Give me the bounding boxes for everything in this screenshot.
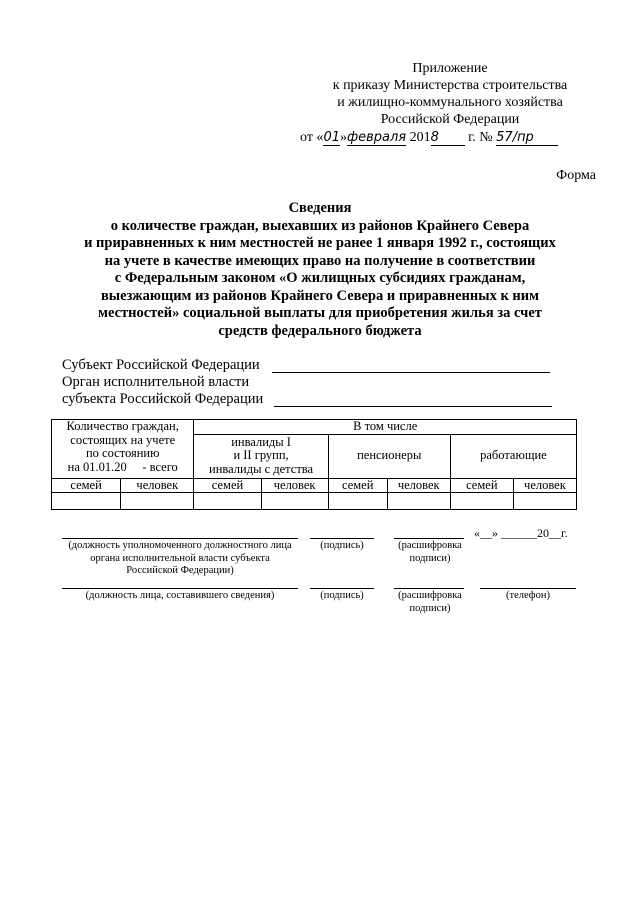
subcol-people: человек — [121, 478, 194, 493]
title-line: на учете в качестве имеющих право на получение в соответствии — [104, 252, 536, 269]
order-date-number — [300, 130, 600, 146]
decoding-line[interactable] — [394, 538, 464, 539]
year-digit: 8 — [431, 130, 465, 146]
date-template: «__» ______20__г. — [474, 526, 568, 540]
title-line: средств федерального бюджета — [218, 322, 422, 339]
data-cell[interactable] — [261, 493, 328, 510]
data-cell[interactable] — [52, 493, 121, 510]
header-count-line: по состоянию — [85, 446, 160, 460]
organ-label-2: субъекта Российской Федерации — [62, 391, 264, 407]
disabled-line: инвалиды I — [231, 434, 291, 449]
header-count — [52, 420, 194, 479]
year-prefix: 201 — [409, 130, 431, 145]
organ-input-line[interactable] — [274, 406, 552, 407]
position-caption-line: Российской Федерации) — [126, 565, 234, 576]
subcol-people: человек — [513, 478, 576, 493]
order-number: 57/пр — [496, 130, 558, 146]
number-label: г. № — [468, 130, 493, 145]
position-caption-line: органа исполнительной власти субъекта — [90, 552, 270, 564]
subcol-families: семей — [450, 478, 513, 493]
subject-label: Субъект Российской Федерации — [62, 357, 260, 373]
signature-caption: (подпись) — [320, 540, 364, 551]
subcol-families: семей — [328, 478, 387, 493]
compiler-position-caption: (должность лица, составившего сведения) — [85, 590, 275, 601]
decoding-caption — [390, 540, 470, 565]
header-count-line: на 01.01.20 - всего — [67, 459, 178, 474]
decoding-caption-line: (расшифровка — [398, 540, 462, 551]
decoding-caption-line: (расшифровка — [398, 590, 462, 601]
phone-line[interactable] — [480, 588, 576, 589]
position-caption-line: (должность уполномоченного должностного лица — [68, 540, 292, 551]
appendix-block — [300, 60, 600, 128]
from-prefix: от « — [300, 130, 324, 145]
header-pensioners: пенсионеры — [328, 434, 450, 478]
appendix-line-1: к приказу Министерства строительства — [332, 78, 568, 93]
position-caption — [56, 540, 304, 578]
compiler-decoding-line[interactable] — [394, 588, 464, 589]
compiler-position-line[interactable] — [62, 588, 298, 589]
disabled-line: инвалиды с детства — [209, 461, 314, 476]
appendix-title: Приложение — [412, 61, 488, 76]
data-cell[interactable] — [513, 493, 576, 510]
subcol-people: человек — [261, 478, 328, 493]
document-title — [40, 200, 600, 340]
header-working: работающие — [450, 434, 576, 478]
decoding-caption-line: подписи) — [409, 602, 451, 614]
header-including: В том числе — [194, 420, 577, 435]
subject-input-line[interactable] — [272, 372, 550, 373]
compiler-decoding-caption — [390, 590, 470, 615]
data-cell[interactable] — [194, 493, 261, 510]
order-day: 01 — [323, 130, 340, 145]
title-line: выезжающим из районов Крайнего Севера и приравненных к ним — [100, 287, 540, 304]
order-month: февраля — [346, 130, 407, 145]
title-line: и приравненных к ним местностей не ранее 1 января 1992 г., состоящих — [84, 235, 556, 251]
form-label: Форма — [556, 168, 596, 183]
data-cell[interactable] — [450, 493, 513, 510]
title-heading: Сведения — [288, 200, 352, 216]
data-table — [51, 419, 577, 510]
header-count-line: Количество граждан, — [66, 419, 179, 433]
header-count-line: состоящих на учете — [70, 432, 176, 447]
position-line[interactable] — [62, 538, 298, 539]
data-cell[interactable] — [121, 493, 194, 510]
appendix-line-2: и жилищно-коммунального хозяйства — [337, 95, 563, 110]
title-line: о количестве граждан, выехавших из районов Крайнего Севера — [110, 217, 530, 234]
header-disabled — [194, 434, 328, 478]
day-close-quote: » — [339, 130, 347, 145]
decoding-caption-line: подписи) — [409, 552, 451, 564]
data-cell[interactable] — [328, 493, 387, 510]
compiler-signature-line[interactable] — [310, 588, 374, 589]
disabled-line: и II групп, — [233, 448, 289, 463]
subcol-families: семей — [194, 478, 261, 493]
subcol-families: семей — [52, 478, 121, 493]
subcol-people: человек — [387, 478, 450, 493]
title-line: с Федеральным законом «О жилищных субсидиях гражданам, — [114, 270, 526, 286]
appendix-line-3: Российской Федерации — [380, 112, 520, 127]
compiler-signature-caption: (подпись) — [320, 590, 364, 601]
data-cell[interactable] — [387, 493, 450, 510]
phone-caption: (телефон) — [506, 590, 550, 601]
title-line: местностей» социальной выплаты для приобретения жилья за счет — [98, 305, 542, 321]
signature-line[interactable] — [310, 538, 374, 539]
organ-label-1: Орган исполнительной власти — [62, 374, 250, 390]
